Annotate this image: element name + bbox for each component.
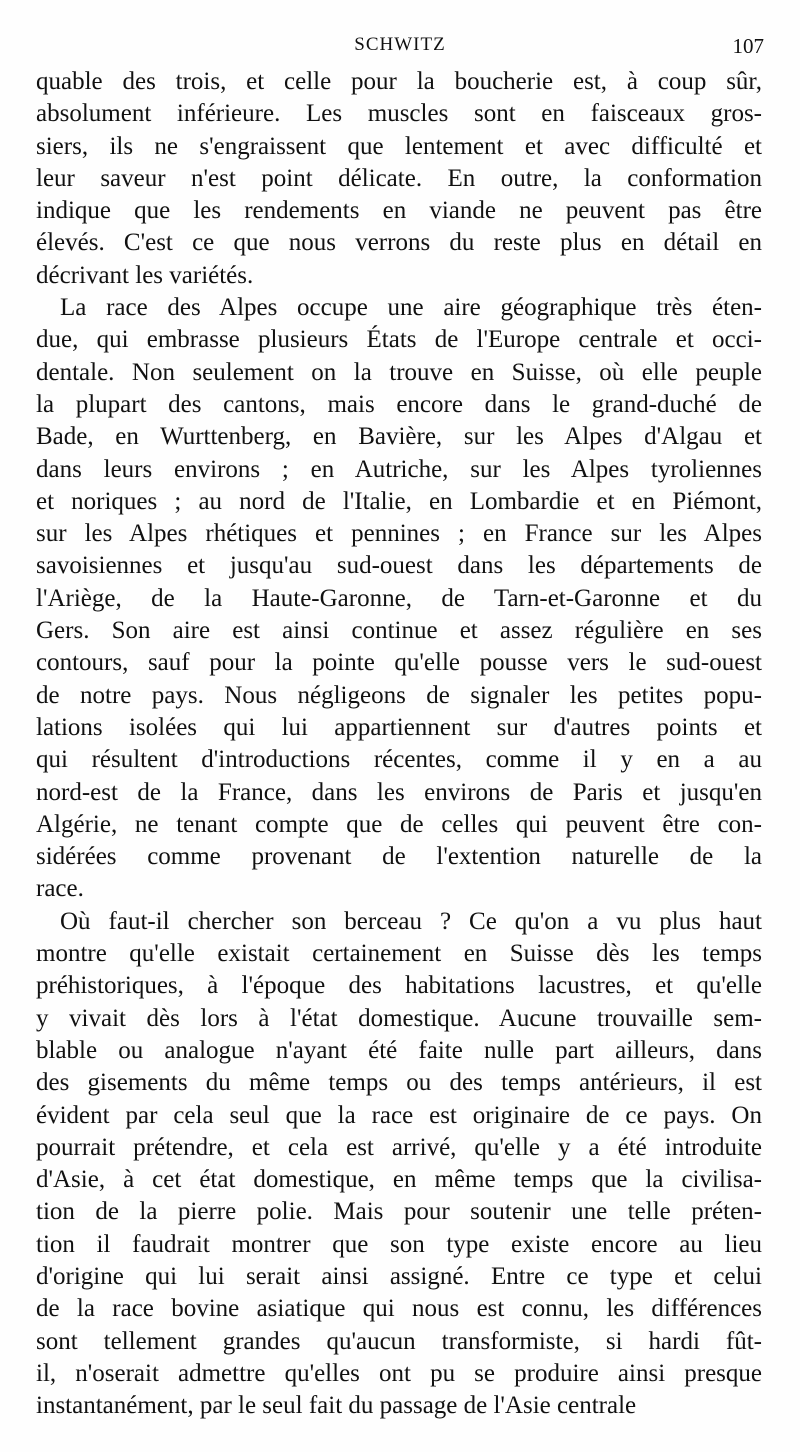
- paragraph: [36, 66, 762, 292]
- text-line: contours, sauf pour la pointe qu'elle pousse vers le sud-ouest: [36, 649, 762, 677]
- text-line: savoisiennes et jusqu'au sud-ouest dans les départements de: [36, 552, 762, 580]
- text-line: absolument inférieure. Les muscles sont en faisceaux gros-: [36, 100, 762, 128]
- text-line: sidérées comme provenant de l'extention naturelle de la: [36, 843, 762, 871]
- text-line: Bade, en Wurttenberg, en Bavière, sur les Alpes d'Algau et: [36, 423, 762, 451]
- text-line: indique que les rendements en viande ne peuvent pas être: [36, 197, 762, 225]
- text-line: d'Asie, à cet état domestique, en même temps que la civilisa-: [36, 1166, 762, 1194]
- text-line: y vivait dès lors à l'état domestique. Aucune trouvaille sem-: [36, 1004, 762, 1032]
- text-line: et noriques ; au nord de l'Italie, en Lombardie et en Piémont,: [36, 487, 762, 515]
- text-line: élevés. C'est ce que nous verrons du reste plus en détail en: [36, 229, 762, 257]
- text-line: sur les Alpes rhétiques et pennines ; en France sur les Alpes: [36, 520, 762, 548]
- running-title: SCHWITZ: [354, 34, 446, 55]
- text-line: due, qui embrasse plusieurs États de l'Europe centrale et occi-: [36, 326, 762, 354]
- text-line: pourrait prétendre, et cela est arrivé, qu'elle y a été introduite: [36, 1133, 762, 1161]
- text-line: de la race bovine asiatique qui nous est connu, les différences: [36, 1295, 762, 1323]
- text-line: Gers. Son aire est ainsi continue et assez régulière en ses: [36, 617, 762, 645]
- paragraph: [36, 292, 762, 906]
- text-line: leur saveur n'est point délicate. En outre, la conformation: [36, 164, 762, 192]
- text-line: tion il faudrait montrer que son type existe encore au lieu: [36, 1230, 762, 1258]
- text-line: montre qu'elle existait certainement en Suisse dès les temps: [36, 940, 762, 968]
- text-line: il, n'oserait admettre qu'elles ont pu se produire ainsi presque: [36, 1359, 762, 1387]
- text-line: dentale. Non seulement on la trouve en Suisse, où elle peuple: [36, 358, 762, 386]
- text-line: d'origine qui lui serait ainsi assigné. Entre ce type et celui: [36, 1262, 762, 1290]
- text-line: décrivant les variétés.: [36, 261, 254, 289]
- body-text: [36, 66, 762, 1422]
- text-line: siers, ils ne s'engraissent que lentement et avec difficulté et: [36, 132, 762, 160]
- page-number: 107: [732, 34, 764, 58]
- text-line: tion de la pierre polie. Mais pour soutenir une telle préten-: [36, 1198, 762, 1226]
- text-line: des gisements du même temps ou des temps antérieurs, il est: [36, 1069, 762, 1097]
- text-line: de notre pays. Nous négligeons de signaler les petites popu-: [36, 681, 762, 709]
- text-line: race.: [36, 875, 84, 903]
- text-line: qui résultent d'introductions récentes, comme il y en a au: [36, 746, 762, 774]
- text-line: préhistoriques, à l'époque des habitations lacustres, et qu'elle: [36, 972, 762, 1000]
- text-line: sont tellement grandes qu'aucun transformiste, si hardi fût-: [36, 1327, 762, 1355]
- text-line: la plupart des cantons, mais encore dans le grand-duché de: [36, 390, 762, 418]
- text-line: lations isolées qui lui appartiennent sur d'autres points et: [36, 713, 762, 741]
- text-line: nord-est de la France, dans les environs de Paris et jusqu'en: [36, 778, 762, 806]
- running-head: [0, 30, 800, 60]
- text-line: Algérie, ne tenant compte que de celles qui peuvent être con-: [36, 810, 762, 838]
- text-line: Où faut-il chercher son berceau ? Ce qu'on a vu plus haut: [60, 907, 762, 935]
- text-line: évident par cela seul que la race est originaire de ce pays. On: [36, 1101, 762, 1129]
- text-line: instantanément, par le seul fait du passage de l'Asie centrale: [36, 1392, 637, 1420]
- text-line: l'Ariège, de la Haute-Garonne, de Tarn-et-Garonne et du: [36, 584, 762, 612]
- paragraph: [36, 906, 762, 1423]
- text-line: dans leurs environs ; en Autriche, sur les Alpes tyroliennes: [36, 455, 762, 483]
- text-line: quable des trois, et celle pour la boucherie est, à coup sûr,: [36, 68, 762, 95]
- text-line: La race des Alpes occupe une aire géographique très éten-: [60, 294, 762, 322]
- text-line: blable ou analogue n'ayant été faite nulle part ailleurs, dans: [36, 1036, 762, 1064]
